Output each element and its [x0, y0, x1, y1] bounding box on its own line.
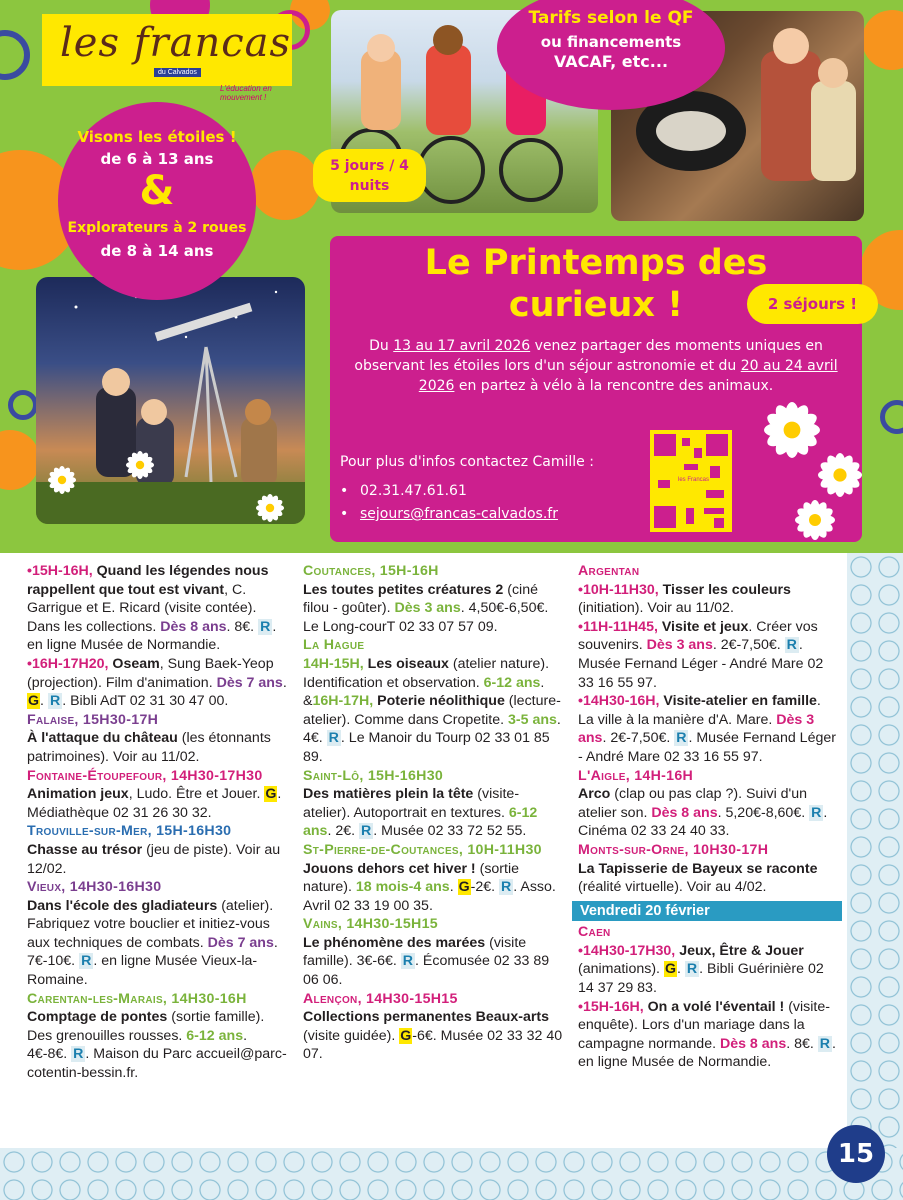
reservation-badge: R — [676, 730, 687, 747]
event-price: . 8€. — [786, 1035, 818, 1052]
event-place: . Musée Fernand Léger - André Mare 02 33 16 55 97. — [578, 730, 836, 765]
event-age: 3-5 ans — [508, 711, 557, 728]
side-pattern — [847, 553, 903, 1148]
event-desc: (atelier nature). Identification et observation. — [303, 655, 550, 691]
bullet-icon: • — [340, 506, 349, 522]
event-place: . Écomusée 02 33 89 06 06. — [303, 953, 550, 989]
event-item — [27, 785, 289, 822]
reservation-badge: R — [328, 730, 339, 747]
event-item — [303, 1008, 565, 1064]
event-time: •15H-16H, — [27, 563, 93, 579]
event-desc: (visite-atelier). Autoportrait en textures. — [303, 786, 520, 821]
separator: . & — [303, 674, 545, 710]
city-heading: Vains, 14H30-15H15 — [303, 916, 438, 933]
reservation-badge: R — [402, 953, 414, 970]
event-title: Oseam — [108, 655, 160, 672]
decor-circle — [862, 10, 903, 70]
event-desc: (ciné filou - goûter). — [303, 581, 538, 617]
event-desc: (sortie nature). — [303, 860, 520, 896]
qr-code[interactable] — [650, 430, 732, 532]
reservation-badge: R — [49, 693, 61, 710]
event-age: 6-12 ans — [483, 674, 541, 691]
event-desc: (jeu de piste). Voir au 12/02. — [27, 841, 281, 877]
event-desc: (réalité virtuelle). Voir au 4/02. — [578, 879, 767, 896]
event-item — [578, 692, 836, 766]
event-price: . 4,50€-6,50€. Le Long-courT 02 33 07 57 09. — [303, 600, 549, 635]
decor-circle — [250, 150, 320, 220]
reservation-badge: R — [819, 1035, 831, 1052]
event-title: Poterie néolithique — [373, 693, 505, 710]
event-time: •10H-11H30, — [578, 581, 659, 598]
event-item — [27, 562, 289, 655]
circle-line-stars: Visons les étoiles ! — [77, 128, 237, 146]
event-price: 3€-6€. — [356, 953, 401, 970]
event-title: Collections permanentes Beaux-arts — [303, 1009, 549, 1026]
event-title: À l'attaque du château — [27, 730, 178, 747]
event-time: •16H-17H20, — [27, 655, 109, 672]
logo-name: les francas — [60, 20, 292, 66]
event-age: 6-12 ans — [186, 1027, 244, 1044]
duration-line2: nuits — [349, 178, 390, 194]
event-price: . 4€-8€. — [27, 1027, 248, 1063]
event-item — [303, 860, 565, 916]
circle-line-age1: de 6 à 13 ans — [100, 150, 214, 168]
event-age: Dès 7 ans — [216, 674, 283, 691]
qr-label: les Francas — [678, 477, 710, 483]
event-title: Le phénomène des marées — [303, 934, 486, 951]
pricing-line2: ou financements — [540, 33, 682, 51]
event-item — [578, 785, 836, 841]
event-age: 6-12 ans — [303, 804, 538, 840]
event-title: Les oiseaux — [363, 655, 449, 672]
circle-line-bikes: Explorateurs à 2 roues — [67, 220, 247, 236]
events-column-2 — [303, 562, 565, 1064]
daisy-core — [136, 461, 144, 469]
city-heading: Trouville-sur-Mer, 15H-16H30 — [27, 823, 232, 840]
reservation-badge: R — [81, 953, 92, 970]
event-price: . 4€. — [303, 711, 561, 747]
event-time: •14H30-17H30, — [578, 942, 676, 959]
page-number: 15 — [827, 1125, 885, 1183]
logo-sub: du Calvados — [154, 68, 201, 77]
event-desc: (visite guidée). — [303, 1027, 400, 1044]
event-age: Dès 8 ans — [160, 618, 227, 635]
contact-email[interactable]: sejours@francas-calvados.fr — [360, 506, 558, 522]
event-desc: (animations). — [578, 961, 664, 978]
event-price: . 7€-10€. — [27, 934, 278, 970]
decor-circle — [0, 430, 40, 490]
event-item — [578, 998, 836, 1072]
event-desc: (lecture-atelier). Comme dans Cropetite. — [303, 693, 561, 728]
event-title: Chasse au trésor — [27, 841, 143, 858]
event-desc: (les étonnants patrimoines). Voir au 11/02. — [27, 730, 271, 765]
free-badge: G — [265, 786, 277, 803]
city-heading: St-Pierre-de-Coutances, 10H-11H30 — [303, 841, 542, 858]
event-age: Dès 7 ans — [207, 934, 274, 951]
desc-date2: 20 au 24 avril 2026 — [418, 358, 838, 394]
event-item — [27, 841, 289, 878]
free-badge: G — [400, 1027, 412, 1044]
daisy-core — [784, 422, 801, 439]
event-item — [578, 942, 836, 998]
event-title: La Tapisserie de Bayeux se raconte — [578, 860, 818, 877]
circle-line-age2: de 8 à 14 ans — [100, 242, 214, 260]
city-heading: Saint-Lô, 15H-16H30 — [303, 767, 444, 784]
reservation-badge: R — [811, 804, 822, 821]
city-heading: Vieux, 14H30-16H30 — [27, 879, 162, 896]
event-title: Arco — [578, 786, 611, 803]
city-heading: Alençon, 14H30-15H15 — [303, 990, 458, 1007]
event-place: . en ligne Musée de Normandie. — [27, 618, 277, 654]
event-title: Jouons dehors cet hiver ! — [303, 860, 476, 877]
event-item — [27, 897, 289, 990]
daisy-flower-icon — [48, 466, 76, 494]
event-age: Dès 8 ans — [719, 1035, 787, 1052]
events-column-3 — [578, 562, 836, 1072]
city-heading: La Hague — [303, 637, 365, 654]
event-title: Les toutes petites créatures 2 — [303, 581, 504, 598]
contact-list — [340, 480, 558, 526]
desc-date1: 13 au 17 avril 2026 — [393, 338, 531, 354]
desc-part-a: Du — [369, 338, 394, 354]
free-badge: G — [28, 693, 40, 710]
free-badge: G — [458, 879, 470, 896]
stay-title-line1: Le Printemps des — [424, 243, 768, 283]
daisy-flower-icon — [764, 402, 820, 458]
event-title: Comptage de pontes — [27, 1009, 168, 1026]
logo-tagline: L'éducation en mouvement ! — [220, 84, 272, 102]
event-item — [303, 655, 565, 767]
daisy-flower-icon — [126, 451, 154, 479]
age-info-circle — [58, 102, 256, 300]
event-title: Animation jeux — [27, 786, 129, 803]
event-time: 14H-15H, — [303, 655, 364, 672]
contact-email-item — [340, 503, 558, 526]
event-desc: . Créer vos souvenirs. — [578, 618, 818, 654]
event-age: 18 mois-4 ans — [355, 879, 450, 896]
stay-title-line2: curieux ! — [508, 285, 684, 325]
free-badge: G — [664, 961, 676, 978]
event-desc: , Sung Baek-Yeop (projection). Film d'animation. — [27, 655, 274, 691]
event-desc: (atelier). Fabriquez votre bouclier et initiez-vous aux techniques de combats. — [27, 897, 274, 951]
event-title: On a volé l'éventail ! — [643, 998, 785, 1015]
photo-telescope-night — [36, 277, 305, 524]
event-desc: (visite famille). — [303, 934, 527, 970]
event-time: 16H-17H, — [312, 693, 374, 710]
stay-info-box — [330, 236, 862, 542]
bullet-icon: • — [340, 483, 349, 499]
event-title: Dans l'école des gladiateurs — [27, 897, 218, 914]
event-place: . Cinéma 02 33 24 40 33. — [578, 804, 828, 840]
event-desc: , C. Garrigue et E. Ricard (visite contée). Dans les collections. — [27, 581, 257, 635]
event-price: . 2€-7,50€. — [602, 730, 675, 747]
duration-line1: 5 jours / 4 — [330, 158, 409, 174]
event-place: . Musée 02 33 72 52 55. — [373, 823, 527, 840]
event-place: . Musée Fernand Léger - André Mare 02 33 16 55 97. — [578, 637, 824, 691]
city-heading: L'Aigle, 14H-16H — [578, 767, 694, 784]
reservation-badge: R — [73, 1046, 84, 1063]
event-age: Dès 3 ans — [394, 600, 461, 617]
decor-ring — [0, 30, 30, 80]
event-price: . 8€. — [226, 618, 259, 635]
event-desc: , Ludo. Être et Jouer. — [128, 786, 265, 803]
francas-logo — [42, 14, 292, 102]
event-desc: (visite-enquête). Lors d'un mariage dans la campagne normande. — [578, 998, 830, 1052]
event-desc: . La ville à la manière d'A. Mare. — [578, 693, 821, 728]
day-header: Vendredi 20 février — [572, 901, 842, 922]
event-title: Des matières plein la tête — [303, 786, 474, 803]
event-time: •11H-11H45, — [578, 618, 658, 635]
daisy-flower-icon — [818, 453, 862, 497]
event-item — [303, 934, 565, 990]
daisy-core — [833, 468, 846, 481]
separator: . — [40, 693, 48, 710]
separator: . — [677, 961, 685, 978]
event-desc: (clap ou pas clap ?). Suivi d'un atelier son. — [578, 786, 808, 821]
reservation-badge: R — [786, 637, 797, 654]
contact-phone-item — [340, 480, 558, 503]
desc-part-c: en partez à vélo à la rencontre des animaux. — [454, 378, 774, 394]
city-heading: Caen — [578, 924, 611, 941]
reservation-badge: R — [361, 823, 372, 840]
contact-phone[interactable]: 02.31.47.61.61 — [360, 483, 467, 499]
event-title: Jeux, Être & Jouer — [675, 942, 804, 959]
promo-banner — [0, 0, 903, 553]
events-column-1 — [27, 562, 289, 1083]
decor-ring — [8, 390, 38, 420]
circle-ampersand: & — [139, 168, 175, 214]
contact-intro: Pour plus d'infos contactez Camille : — [340, 454, 594, 470]
event-item — [578, 860, 836, 897]
event-place: . Bibli Guérinière 02 14 37 29 83. — [578, 961, 824, 997]
event-title: Visite-atelier en famille — [659, 693, 817, 710]
daisy-core — [266, 504, 274, 512]
event-place: -6€. Musée 02 33 32 40 07. — [303, 1027, 563, 1063]
event-desc: (initiation). Voir au 11/02. — [578, 600, 734, 617]
event-age: Dès 3 ans — [578, 711, 815, 747]
reservation-badge: R — [260, 618, 271, 635]
reservation-badge: R — [686, 961, 698, 978]
event-item — [27, 655, 289, 711]
event-place: . Asso. Avril 02 33 19 00 35. — [303, 879, 556, 914]
city-heading: Argentan — [578, 563, 640, 579]
pricing-line1: Tarifs selon le QF — [528, 8, 694, 28]
event-age: Dès 8 ans — [651, 804, 718, 821]
city-heading: Fontaine-Étoupefour, 14H30-17H30 — [27, 767, 263, 784]
event-place: . Bibli AdT 02 31 30 47 00. — [62, 693, 229, 710]
event-title: Tisser les couleurs — [658, 581, 791, 598]
daisy-flower-icon — [795, 500, 835, 540]
event-item — [303, 581, 565, 637]
event-item — [303, 785, 565, 841]
daisy-flower-icon — [256, 494, 284, 522]
event-age: Dès 3 ans — [646, 637, 713, 654]
reservation-badge: R — [501, 879, 512, 896]
event-item — [27, 729, 289, 766]
event-item — [27, 1008, 289, 1082]
event-price: . 2€. — [327, 823, 360, 840]
event-time: •14H30-16H, — [578, 693, 660, 710]
desc-part-b: venez partager des moments uniques en observant les étoiles lors d'un séjour astronomie et du — [354, 338, 823, 374]
event-place: . Le Manoir du Tourp 02 33 01 85 89. — [303, 730, 550, 765]
event-item — [578, 581, 836, 618]
decor-ring — [880, 400, 903, 434]
event-time: •15H-16H, — [578, 998, 644, 1015]
event-price: . 5,20€-8,60€. — [717, 804, 810, 821]
city-heading: Falaise, 15H30-17H — [27, 711, 159, 728]
separator: . — [449, 879, 458, 896]
event-price: -2€. — [470, 879, 500, 896]
pricing-line3: VACAF, etc... — [553, 52, 669, 71]
separator: . — [282, 674, 287, 691]
event-price: . 2€-7,50€. — [712, 637, 785, 654]
event-place: . en ligne Musée de Normandie. — [578, 1035, 836, 1071]
duration-tag — [313, 149, 426, 202]
city-heading: Coutances, 15H-16H — [303, 563, 439, 579]
event-place: . Médiathèque 02 31 26 30 32. — [27, 786, 282, 821]
daisy-core — [809, 514, 821, 526]
event-title: Quand les légendes nous rappellent que tout est vivant — [27, 563, 269, 598]
event-place: . Maison du Parc accueil@parc-cotentin-bessin.fr. — [27, 1046, 287, 1082]
stay-description — [342, 336, 850, 396]
stays-count-badge: 2 séjours ! — [747, 284, 878, 324]
event-desc: (sortie famille). Des grenouilles rousses. — [27, 1009, 265, 1044]
event-title: Visite et jeux — [657, 618, 749, 635]
city-heading: Carentan-les-Marais, 14H30-16H — [27, 990, 247, 1007]
event-item — [578, 618, 836, 692]
event-place: . en ligne Musée Vieux-la-Romaine. — [27, 953, 258, 989]
city-heading: Monts-sur-Orne, 10H30-17H — [578, 841, 769, 858]
daisy-core — [58, 476, 66, 484]
bottom-pattern — [0, 1148, 903, 1200]
